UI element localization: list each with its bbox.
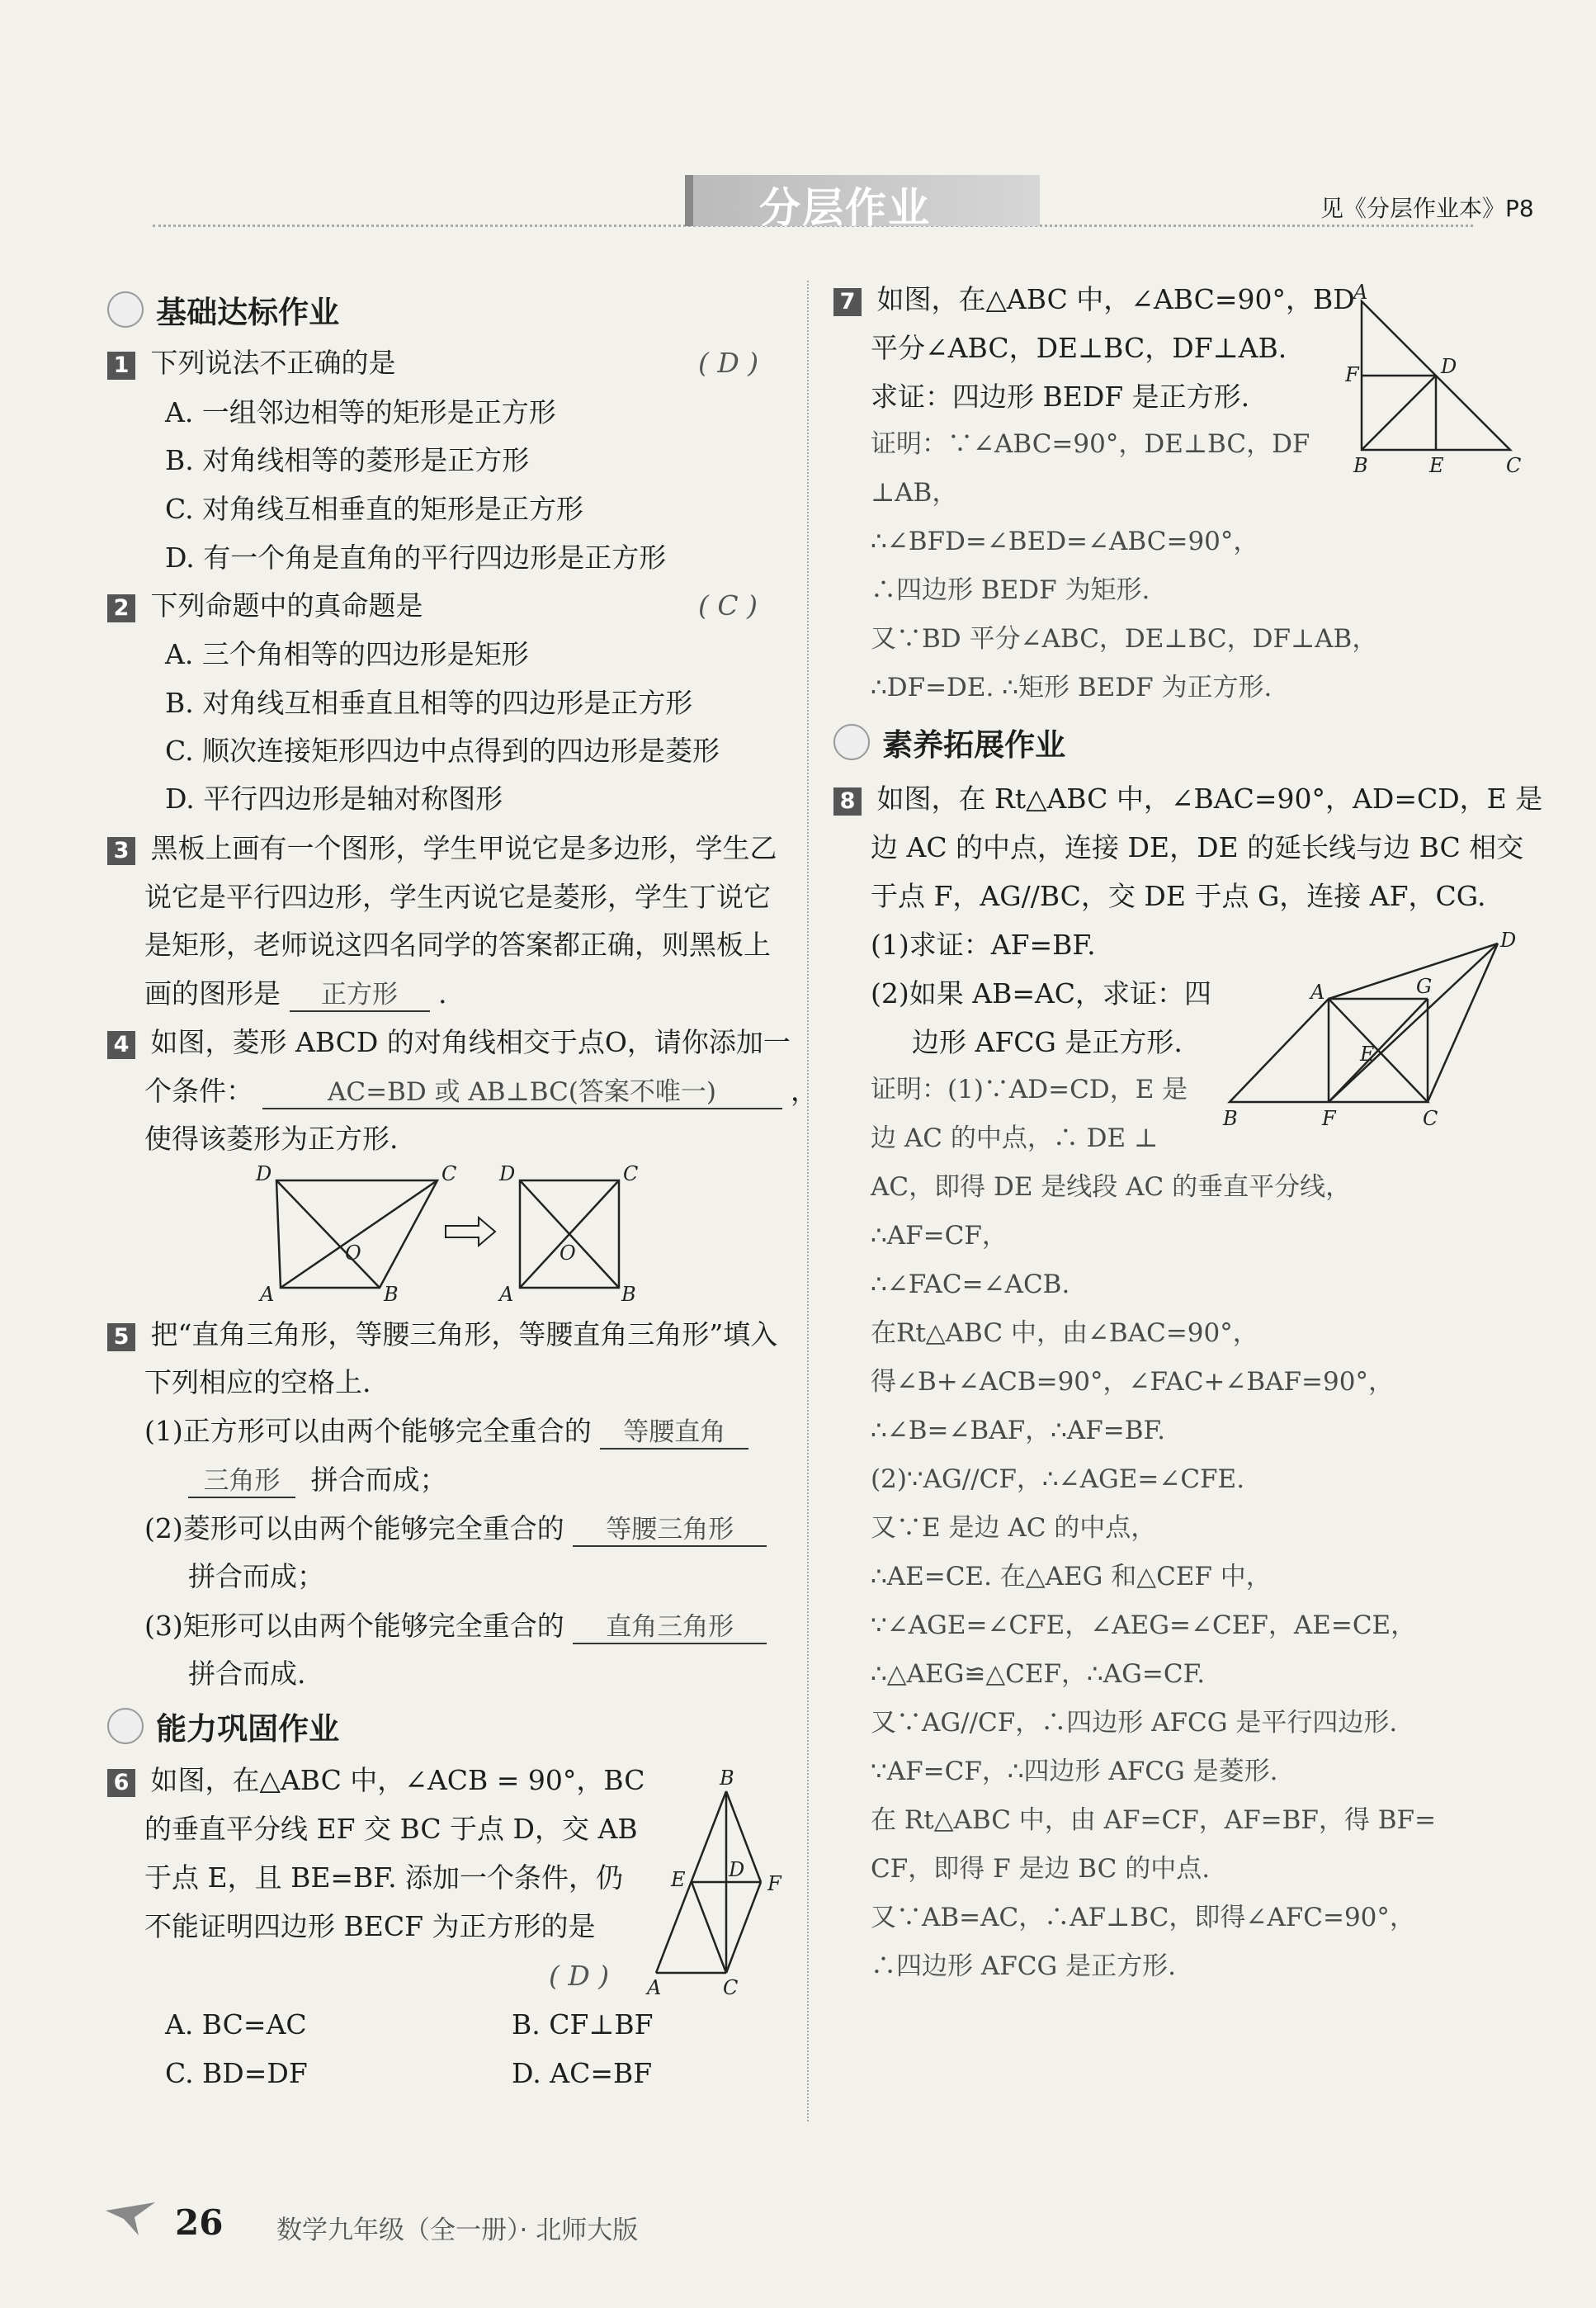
q6-label-d: D <box>729 1858 745 1881</box>
q3-line4 <box>144 977 447 1012</box>
q8-proof-3: AC，即得 DE 是线段 AC 的垂直平分线， <box>871 1172 1352 1202</box>
q8-proof-11: ∴AE=CE. 在△AEG 和△CEF 中， <box>871 1562 1272 1591</box>
q8-proof-15: ∵AF=CF，∴四边形 AFCG 是菱形. <box>871 1757 1278 1786</box>
q6-label-e: E <box>671 1868 686 1891</box>
q6-text-1: 如图，在△ABC 中，∠ACB = 90°，BC <box>150 1764 645 1796</box>
q6-figure <box>644 1766 792 1998</box>
q3-number: 3 <box>107 837 135 865</box>
section-basic-title: 基础达标作业 <box>156 295 340 330</box>
q4-label-a: A <box>260 1283 275 1304</box>
q6-label-c: C <box>723 1976 739 1998</box>
q2-option-c: C. 顺次连接矩形四边中点得到的四边形是菱形 <box>165 735 720 767</box>
q4-figure <box>248 1164 644 1304</box>
section-basic <box>107 287 339 332</box>
q4-label-a2: A <box>499 1283 514 1304</box>
q8-proof-18: 又∵AB=AC，∴AF⊥BC，即得∠AFC=90°， <box>871 1903 1415 1932</box>
q6-label-b: B <box>720 1766 734 1790</box>
q7-line1 <box>833 283 1355 316</box>
q5-part1-tail: 拼合而成； <box>310 1464 447 1496</box>
q8-line-cd <box>1428 944 1498 1102</box>
q8-proof-17: CF，即得 F 是边 BC 的中点. <box>871 1854 1211 1884</box>
q8-figure <box>1221 929 1518 1135</box>
q6-line-fc <box>726 1882 761 1973</box>
q6-line-ec <box>692 1882 726 1973</box>
q8-label-b: B <box>1223 1107 1238 1130</box>
q5-line1 <box>107 1318 777 1351</box>
q6-line1 <box>107 1764 645 1797</box>
q2-text: 下列命题中的真命题是 <box>150 589 423 622</box>
q8-line5: (2)如果 AB=AC，求证：四 <box>871 977 1212 1010</box>
q4-line1 <box>107 1026 791 1059</box>
q8-label-d: D <box>1500 929 1517 952</box>
q7-proof-4: ∴四边形 BEDF 为矩形. <box>871 575 1150 605</box>
q2-stem <box>107 589 423 622</box>
q1-option-d: D. 有一个角是直角的平行四边形是正方形 <box>165 542 667 574</box>
q5-part1-text: (1)正方形可以由两个能够完全重合的 <box>144 1415 592 1447</box>
header-reference: 见《分层作业本》P8 <box>1320 195 1534 222</box>
q5-part3-tail: 拼合而成. <box>188 1658 306 1690</box>
arrow-icon <box>107 1708 144 1744</box>
q7-proof-1: 证明：∵∠ABC=90°，DE⊥BC，DF <box>871 429 1310 459</box>
q8-proof-13: ∴△AEG≌△CEF，∴AG=CF. <box>871 1659 1206 1689</box>
q5-part3 <box>144 1610 767 1644</box>
q5-part1-cont <box>188 1464 447 1498</box>
q2-option-b: B. 对角线互相垂直且相等的四边形是正方形 <box>165 687 693 719</box>
q2-number: 2 <box>107 594 135 622</box>
q7-text-1: 如图，在△ABC 中，∠ABC=90°，BD <box>876 283 1355 315</box>
q7-line2: 平分∠ABC，DE⊥BC，DF⊥AB. <box>871 332 1287 364</box>
q8-proof-7: 得∠B+∠ACB=90°，∠FAC+∠BAF=90°， <box>871 1367 1394 1397</box>
q7-label-f: F <box>1345 363 1359 386</box>
q8-proof-8: ∴∠B=∠BAF，∴AF=BF. <box>871 1416 1166 1445</box>
q6-label-a: A <box>647 1976 662 1998</box>
q7-label-c: C <box>1506 454 1522 477</box>
q5-part1-blank2: 三角形 <box>188 1466 295 1498</box>
q1-option-b: B. 对角线相等的菱形是正方形 <box>165 444 530 476</box>
q7-label-b: B <box>1353 454 1368 477</box>
q4-comma: ， <box>791 1075 818 1107</box>
q4-line2 <box>144 1075 818 1109</box>
q3-blank: 正方形 <box>290 980 430 1012</box>
q4-number: 4 <box>107 1031 135 1059</box>
q3-line2: 说它是平行四边形，学生丙说它是菱形，学生丁说它 <box>144 881 771 913</box>
q8-proof-1: 证明：(1)∵AD=CD，E 是 <box>871 1075 1188 1104</box>
q7-line3: 求证：四边形 BEDF 是正方形. <box>871 381 1250 413</box>
q2-answer: ( C ) <box>698 589 758 622</box>
arrow-icon <box>833 724 870 760</box>
q4-text-1: 如图，菱形 ABCD 的对角线相交于点O，请你添加一 <box>150 1026 791 1058</box>
q2-option-a: A. 三个角相等的四边形是矩形 <box>165 638 529 670</box>
q3-line1 <box>107 832 777 865</box>
q3-period: . <box>438 977 447 1010</box>
section-ability-title: 能力巩固作业 <box>156 1711 340 1747</box>
header-banner-title: 分层作业 <box>759 184 931 232</box>
q7-label-e: E <box>1429 454 1444 477</box>
q1-text: 下列说法不正确的是 <box>150 347 396 379</box>
arrow-icon <box>107 291 144 328</box>
q1-option-c: C. 对角线互相垂直的矩形是正方形 <box>165 493 584 525</box>
q4-label-d2: D <box>499 1164 516 1185</box>
q6-line2: 的垂直平分线 EF 交 BC 于点 D，交 AB <box>144 1813 638 1845</box>
section-literacy <box>833 720 1065 764</box>
q8-proof-6: 在Rt△ABC 中，由∠BAC=90°， <box>871 1318 1258 1348</box>
q8-label-e: E <box>1360 1043 1375 1066</box>
q8-label-a: A <box>1310 981 1325 1004</box>
q4-label-b2: B <box>621 1283 636 1304</box>
q8-proof-2: 边 AC 的中点，∴ DE ⊥ <box>871 1123 1159 1153</box>
q5-number: 5 <box>107 1323 135 1351</box>
q8-proof-5: ∴∠FAC=∠ACB. <box>871 1270 1070 1299</box>
q8-line3: 于点 F，AG//BC，交 DE 于点 G，连接 AF，CG. <box>871 880 1486 912</box>
q4-label-o: O <box>345 1241 361 1265</box>
q4-blank: AC=BD 或 AB⊥BC(答案不唯一) <box>262 1077 782 1109</box>
q5-part2-tail: 拼合而成； <box>188 1560 324 1592</box>
q7-figure <box>1345 281 1527 487</box>
bird-logo-icon <box>106 2202 155 2235</box>
q4-diag1 <box>281 1180 437 1288</box>
q1-stem <box>107 347 396 380</box>
q6-line4: 不能证明四边形 BECF 为正方形的是 <box>144 1910 596 1942</box>
q7-proof-2: ⊥AB， <box>871 478 958 508</box>
section-literacy-title: 素养拓展作业 <box>882 727 1066 763</box>
q8-line4: (1)求证：AF=BF. <box>871 929 1096 961</box>
q5-part2-text: (2)菱形可以由两个能够完全重合的 <box>144 1512 564 1544</box>
q6-option-d: D. AC=BF <box>512 2057 653 2089</box>
q3-text-4: 画的图形是 <box>144 977 281 1010</box>
section-ability <box>107 1704 339 1748</box>
q4-label-c: C <box>441 1164 457 1185</box>
q8-line6: 边形 AFCG 是正方形. <box>912 1026 1183 1058</box>
q6-option-a: A. BC=AC <box>165 2008 307 2041</box>
q6-number: 6 <box>107 1769 135 1797</box>
q3-line3: 是矩形，老师说这四名同学的答案都正确，则黑板上 <box>144 929 771 961</box>
q5-part3-blank: 直角三角形 <box>573 1612 767 1644</box>
q8-proof-19: ∴四边形 AFCG 是正方形. <box>871 1951 1176 1981</box>
page-number: 26 <box>175 2202 224 2243</box>
book-title: 数学九年级（全一册）· 北师大版 <box>276 2216 639 2245</box>
q7-proof-6: ∴DF=DE. ∴矩形 BEDF 为正方形. <box>871 673 1273 702</box>
q6-option-c: C. BD=DF <box>165 2057 308 2089</box>
q4-text-2: 个条件： <box>144 1075 253 1107</box>
q8-proof-10: 又∵E 是边 AC 的中点， <box>871 1513 1157 1543</box>
q2-option-d: D. 平行四边形是轴对称图形 <box>165 783 503 815</box>
q1-number: 1 <box>107 352 135 380</box>
q8-line1 <box>833 783 1542 816</box>
q5-text-1: 把“直角三角形，等腰三角形，等腰直角三角形”填入 <box>150 1318 778 1350</box>
q8-line-ad <box>1329 944 1498 999</box>
q7-line-bd <box>1362 376 1436 450</box>
q7-proof-3: ∴∠BFD=∠BED=∠ABC=90°， <box>871 527 1259 556</box>
q4-arrow-icon <box>446 1218 495 1246</box>
q4-line3: 使得该菱形为正方形. <box>144 1123 399 1155</box>
q6-option-b: B. CF⊥BF <box>512 2008 654 2041</box>
q8-label-g: G <box>1416 975 1433 998</box>
q8-proof-16: 在 Rt△ABC 中，由 AF=CF，AF=BF，得 BF= <box>871 1805 1437 1835</box>
q3-text-1: 黑板上画有一个图形，学生甲说它是多边形，学生乙 <box>150 832 777 864</box>
q8-proof-4: ∴AF=CF， <box>871 1221 1008 1251</box>
q5-part2-blank: 等腰三角形 <box>573 1515 767 1547</box>
q8-line2: 边 AC 的中点，连接 DE，DE 的延长线与边 BC 相交 <box>871 831 1524 863</box>
q8-label-c: C <box>1423 1107 1438 1130</box>
q4-label-o2: O <box>560 1241 576 1265</box>
q7-number: 7 <box>833 288 862 316</box>
q5-line2: 下列相应的空格上. <box>144 1366 371 1398</box>
q1-answer: ( D ) <box>698 347 759 379</box>
q7-proof-5: 又∵BD 平分∠ABC，DE⊥BC，DF⊥AB， <box>871 624 1378 654</box>
q8-number: 8 <box>833 787 862 816</box>
q4-label-d: D <box>256 1164 272 1185</box>
q7-label-d: D <box>1441 355 1457 378</box>
q8-label-f: F <box>1322 1107 1336 1130</box>
q4-label-c2: C <box>623 1164 639 1185</box>
q5-part1-blank1: 等腰直角 <box>600 1417 748 1450</box>
q8-proof-14: 又∵AG//CF，∴四边形 AFCG 是平行四边形. <box>871 1708 1398 1738</box>
q6-label-f: F <box>767 1872 781 1895</box>
q1-option-a: A. 一组邻边相等的矩形是正方形 <box>165 396 556 428</box>
q4-label-b: B <box>384 1283 399 1304</box>
q8-line-df <box>1329 944 1498 1102</box>
q6-line3: 于点 E，且 BE=BF. 添加一个条件，仍 <box>144 1861 624 1894</box>
q8-text-1: 如图，在 Rt△ABC 中，∠BAC=90°，AD=CD，E 是 <box>876 783 1543 815</box>
q7-label-a: A <box>1353 281 1368 304</box>
q4-diag2 <box>276 1180 380 1288</box>
q8-proof-9: (2)∵AG//CF，∴∠AGE=∠CFE. <box>871 1464 1245 1494</box>
q5-part2 <box>144 1512 767 1547</box>
q5-part1 <box>144 1415 748 1450</box>
q6-answer: ( D ) <box>549 1960 610 1992</box>
q8-proof-12: ∵∠AGE=∠CFE，∠AEG=∠CEF，AE=CE， <box>871 1610 1417 1640</box>
q5-part3-text: (3)矩形可以由两个能够完全重合的 <box>144 1610 564 1642</box>
column-divider <box>807 281 809 2121</box>
